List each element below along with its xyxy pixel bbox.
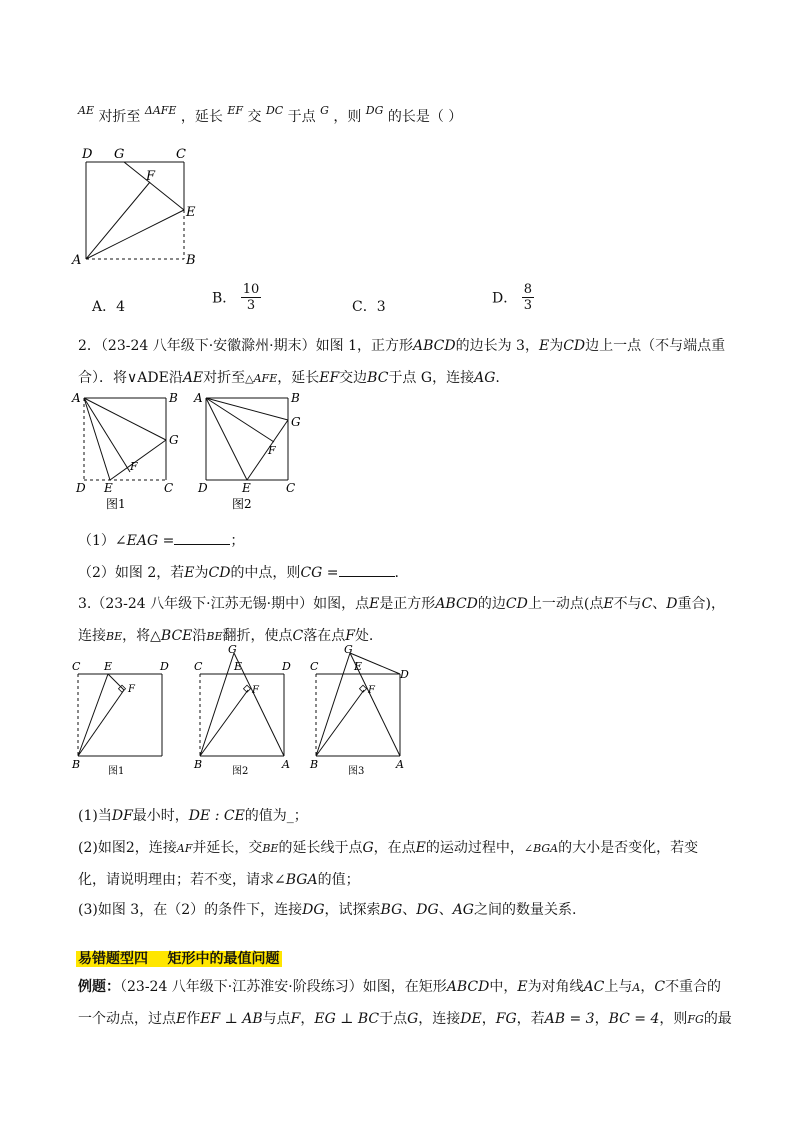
example-text-9: 与点 — [262, 1011, 291, 1027]
q1-g: G — [320, 104, 329, 117]
example-text-7: 一个动点，过点 — [78, 1011, 176, 1027]
q2-figure-2 — [192, 390, 312, 512]
q3-fig3-caption: 图3 — [348, 766, 365, 777]
q1-dg: DG — [365, 104, 384, 117]
q3-figure-2 — [190, 645, 300, 782]
q3-text-8: 连接 — [78, 628, 106, 644]
q3-p2-angle-2: ∠BGA — [274, 872, 318, 888]
q1-option-d-num: 8 — [523, 282, 532, 297]
q1-ef: EF — [227, 104, 244, 117]
q2-f1-label-c: C — [164, 481, 174, 495]
example-abcd: ABCD — [446, 979, 490, 995]
q3-p1-df: DF — [111, 808, 133, 824]
q1-label-f: F — [146, 169, 156, 184]
q3-f1-label-f: F — [128, 684, 135, 695]
section-title: 易错题型四 矩形中的最值问题 — [78, 951, 280, 967]
example-text-4: 上与 — [604, 979, 633, 995]
q2-ag: AG — [474, 370, 496, 386]
q2-sub2-end: . — [394, 565, 399, 581]
q3-p2-e: E — [415, 840, 426, 856]
q2-f2-label-d: D — [198, 481, 208, 495]
q3-be2: BE — [206, 630, 223, 643]
q3-text-3: 的边 — [477, 596, 506, 612]
q3-p2-text-5: 的运动过程中， — [425, 840, 524, 856]
q2-abcd: ABCD — [412, 338, 456, 354]
q1-option-a-value: 4 — [116, 299, 126, 315]
q3-text-6: 、 — [652, 596, 667, 612]
q3-line-2 — [78, 625, 373, 645]
q2-bc: BC — [367, 370, 389, 386]
example-text-8: 作 — [186, 1011, 201, 1027]
example-text-16: ，则 — [659, 1011, 688, 1027]
q2-fig2-caption: 图2 — [232, 497, 252, 511]
q3-p1-text-2: 最小时， — [132, 808, 189, 824]
q3-text-4: 上一动点(点 — [527, 596, 604, 612]
q2-e: E — [538, 338, 550, 354]
q2-text-1: 2．（23-24 八年级下·安徽滁州·期末）如图 1，正方形 — [78, 338, 413, 354]
q3-f2-label-a: A — [282, 758, 290, 771]
example-e2: E — [176, 1011, 187, 1027]
q3-f2-label-f: F — [252, 685, 259, 696]
q3-p2-af: AF — [176, 842, 193, 855]
example-fg-2: FG — [687, 1013, 704, 1026]
example-ac: AC — [583, 979, 605, 995]
q1-option-d — [492, 282, 534, 313]
q2-sub2-text-3: 的中点，则 — [230, 565, 301, 581]
q3-p2-text-3: 的延长线于点 — [278, 840, 363, 856]
q1-text-4: 于点 — [287, 109, 316, 125]
q2-sub2-text-2: 为 — [194, 565, 209, 581]
q1-option-a — [92, 296, 125, 316]
q3-p3-ag: AG — [452, 902, 474, 918]
q2-f1-label-g: G — [169, 433, 179, 447]
example-text-2: 中， — [489, 979, 518, 995]
q3-text-9: ，将 — [122, 628, 151, 644]
q2-f1-label-f: F — [130, 460, 138, 473]
q1-text-6: 的长是（ ） — [387, 109, 463, 125]
q3-text-5: 不与 — [613, 596, 642, 612]
q1-option-b-num: 10 — [242, 282, 260, 297]
q3-p2-angle: ∠BGA — [523, 842, 559, 855]
q3-f3-label-d: D — [400, 668, 409, 681]
q3-text-2: 是正方形 — [379, 596, 436, 612]
q2-fig1-caption: 图1 — [106, 497, 126, 511]
q3-c2: C — [292, 628, 304, 644]
q3-p2-text-1: (2)如图2，连接 — [78, 840, 177, 856]
q3-figure-3 — [306, 645, 416, 782]
q1-ae: AE — [78, 104, 94, 117]
q3-f: F — [345, 628, 355, 644]
example-fg: FG — [495, 1011, 517, 1027]
q1-option-b — [212, 282, 261, 313]
q3-e2: E — [603, 596, 614, 612]
q3-text-10: 沿 — [192, 628, 207, 644]
q3-tri-bce: △BCE — [150, 628, 193, 644]
q2-text-10: 于点 G，连接 — [388, 370, 475, 386]
q3-p3-text-2: ，试探索 — [324, 902, 381, 918]
q2-f2-label-b: B — [291, 391, 300, 405]
example-c: C — [654, 979, 666, 995]
q2-cd: CD — [563, 338, 586, 354]
q3-p2-text-7: 化，请说明理由；若不变，请求 — [78, 872, 274, 888]
q2-ef: EF — [319, 370, 340, 386]
example-text-10: ， — [300, 1011, 315, 1027]
q3-text-11: 翻折，使点 — [222, 628, 293, 644]
q3-p2-text-8: 的值； — [317, 872, 360, 888]
q3-f3-label-c: C — [310, 660, 319, 673]
q3-be: BE — [106, 630, 123, 643]
q3-p3-bg: BG — [380, 902, 403, 918]
example-label: 例题： — [78, 979, 120, 995]
example-text-6: 不重合的 — [665, 979, 722, 995]
q1-option-d-letter: D． — [492, 290, 518, 307]
example-text-3: 为对角线 — [527, 979, 584, 995]
q3-p3-text-3: 、 — [402, 902, 417, 918]
example-de: DE — [460, 1011, 482, 1027]
q3-p1-text-3: 的值为_； — [244, 808, 308, 824]
q2-sub2-blank — [339, 564, 395, 577]
q3-text-1: 3.（23-24 八年级下·江苏无锡·期中）如图，点 — [78, 596, 370, 612]
q3-f2-label-b: B — [194, 758, 203, 771]
q2-f2-label-e: E — [242, 481, 251, 495]
q3-part-2-line-1 — [78, 837, 698, 857]
q3-f3-label-g: G — [344, 645, 353, 656]
q3-p2-text-4: ，在点 — [373, 840, 416, 856]
q2-f1-label-d: D — [76, 481, 86, 495]
q3-f2-label-e: E — [234, 660, 243, 673]
q2-text-3: 为 — [549, 338, 564, 354]
q1-option-c — [352, 296, 386, 316]
q2-text-5: 合）．将 — [78, 370, 127, 386]
example-text-12: ，连接 — [418, 1011, 461, 1027]
q2-line-2 — [78, 367, 500, 387]
q1-label-b: B — [186, 253, 196, 268]
q3-f2-label-c: C — [194, 660, 203, 673]
q3-cd: CD — [505, 596, 528, 612]
q1-option-d-fraction — [522, 282, 534, 313]
example-line-2 — [78, 1008, 732, 1028]
q2-tri-afe: △AFE — [245, 372, 278, 385]
q2-sub2-expr: CG = — [300, 565, 339, 581]
q3-f3-label-f: F — [368, 685, 375, 696]
q3-part-2-line-2 — [78, 869, 360, 889]
q2-text-2: 的边长为 3， — [455, 338, 539, 354]
q3-fig2-caption: 图2 — [232, 766, 249, 777]
q2-sub2-e: E — [184, 565, 195, 581]
example-eg-perp-bc: EG ⊥ BC — [314, 1011, 380, 1027]
example-text-5: ， — [640, 979, 655, 995]
q3-part-1 — [78, 805, 308, 825]
q2-sub1-end: ； — [230, 533, 245, 549]
q1-label-e: E — [186, 205, 196, 220]
q3-p3-text-5: 之间的数量关系. — [473, 902, 577, 918]
q2-text-11: . — [495, 370, 500, 386]
q2-f2-label-f: F — [268, 444, 276, 457]
example-line-1 — [78, 976, 721, 996]
q1-text-3: 交 — [247, 109, 262, 125]
q2-figure-1 — [70, 390, 190, 512]
q3-p2-g: G — [362, 840, 374, 856]
q2-tri-ade: ∨ADE — [127, 370, 169, 386]
example-bc-value: BC = 4 — [608, 1011, 660, 1027]
q2-f1-label-e: E — [104, 481, 113, 495]
q3-figure-1 — [68, 660, 178, 782]
q2-sub2-text-1: （2）如图 2，若 — [78, 565, 185, 581]
q1-label-d: D — [82, 147, 93, 162]
q3-f2-label-d: D — [282, 660, 291, 673]
q3-f1-label-b: B — [72, 758, 81, 771]
q1-figure — [70, 144, 210, 270]
q1-label-g: G — [114, 147, 125, 162]
q2-sub1-expr: ∠EAG = — [114, 533, 175, 549]
q3-c: C — [641, 596, 653, 612]
q1-option-c-letter: C． — [352, 299, 377, 315]
q3-p3-text-4: 、 — [438, 902, 453, 918]
q2-f1-label-a: A — [72, 391, 81, 405]
q3-p2-text-2: 并延长，交 — [192, 840, 263, 856]
example-text-13: ， — [481, 1011, 496, 1027]
q1-option-b-fraction — [241, 282, 262, 313]
q1-text-1: 对折至 — [98, 109, 141, 125]
q3-p1-ratio: DE : CE — [188, 808, 245, 824]
q3-line-1 — [78, 593, 725, 613]
q2-sub1-label: （1） — [78, 533, 115, 549]
q3-text-7: 重合)， — [677, 596, 725, 612]
example-g: G — [407, 1011, 419, 1027]
q3-e: E — [369, 596, 380, 612]
q3-f1-label-c: C — [72, 660, 81, 673]
q3-d: D — [666, 596, 678, 612]
q1-option-c-value: 3 — [376, 299, 386, 315]
section-heading — [76, 948, 282, 968]
q3-p2-text-6: 的大小是否变化，若变 — [558, 840, 699, 856]
q3-f2-label-g: G — [228, 645, 237, 656]
q2-text-7: 对折至 — [203, 370, 246, 386]
q3-abcd: ABCD — [435, 596, 478, 612]
q3-p1-text-1: (1)当 — [78, 808, 112, 824]
example-a: A — [632, 981, 641, 994]
q2-sub2-cd: CD — [208, 565, 231, 581]
q2-subquestion-2 — [78, 562, 399, 582]
q3-text-13: 处. — [354, 628, 374, 644]
q2-text-9: 交边 — [339, 370, 368, 386]
example-text-11: 于点 — [379, 1011, 408, 1027]
q1-option-b-letter: B． — [212, 290, 237, 307]
example-text-17: 的最 — [703, 1011, 732, 1027]
q2-f1-label-b: B — [169, 391, 178, 405]
q2-text-4: 边上一点（不与端点重 — [585, 338, 726, 354]
q3-f1-label-e: E — [104, 660, 113, 673]
example-ab-value: AB = 3 — [544, 1011, 595, 1027]
q2-text-8: ，延长 — [277, 370, 320, 386]
q3-f3-label-a: A — [396, 758, 404, 771]
q1-option-d-den: 3 — [523, 298, 532, 313]
q2-f2-label-a: A — [194, 391, 203, 405]
q3-p3-dg-2: DG — [416, 902, 439, 918]
example-text-15: ， — [594, 1011, 609, 1027]
q1-label-a: A — [72, 253, 82, 268]
q1-dc: DC — [265, 104, 284, 117]
q3-p2-be: BE — [262, 842, 279, 855]
q2-f2-label-g: G — [291, 415, 301, 429]
q2-subquestion-1 — [78, 530, 244, 550]
q2-sub1-blank — [174, 532, 230, 545]
q1-text-2: ，延长 — [180, 109, 223, 125]
q2-ae: AE — [182, 370, 204, 386]
q3-p3-dg: DG — [302, 902, 325, 918]
example-text-14: ，若 — [516, 1011, 545, 1027]
example-f: F — [290, 1011, 301, 1027]
q3-f3-label-e: E — [354, 660, 363, 673]
example-ef-perp-ab: EF ⊥ AB — [200, 1011, 263, 1027]
example-e: E — [517, 979, 528, 995]
q3-part-3 — [78, 899, 576, 919]
q1-option-a-letter: A． — [92, 299, 117, 315]
q3-fig1-caption: 图1 — [108, 766, 125, 777]
q3-f3-label-b: B — [310, 758, 319, 771]
q2-f2-label-c: C — [286, 481, 296, 495]
q1-triangle-afe: ΔAFE — [144, 104, 177, 117]
example-text-1: （23-24 八年级下·江苏淮安·阶段练习）如图，在矩形 — [120, 979, 447, 995]
q3-p3-text-1: (3)如图 3，在（2）的条件下，连接 — [78, 902, 303, 918]
q1-option-b-den: 3 — [246, 298, 256, 313]
q1-question-line — [78, 106, 462, 126]
q3-text-12: 落在点 — [303, 628, 346, 644]
q1-text-5: ，则 — [333, 109, 362, 125]
q3-f1-label-d: D — [160, 660, 169, 673]
q1-label-c: C — [176, 147, 186, 162]
q2-text-6: 沿 — [168, 370, 183, 386]
q2-line-1 — [78, 335, 725, 355]
